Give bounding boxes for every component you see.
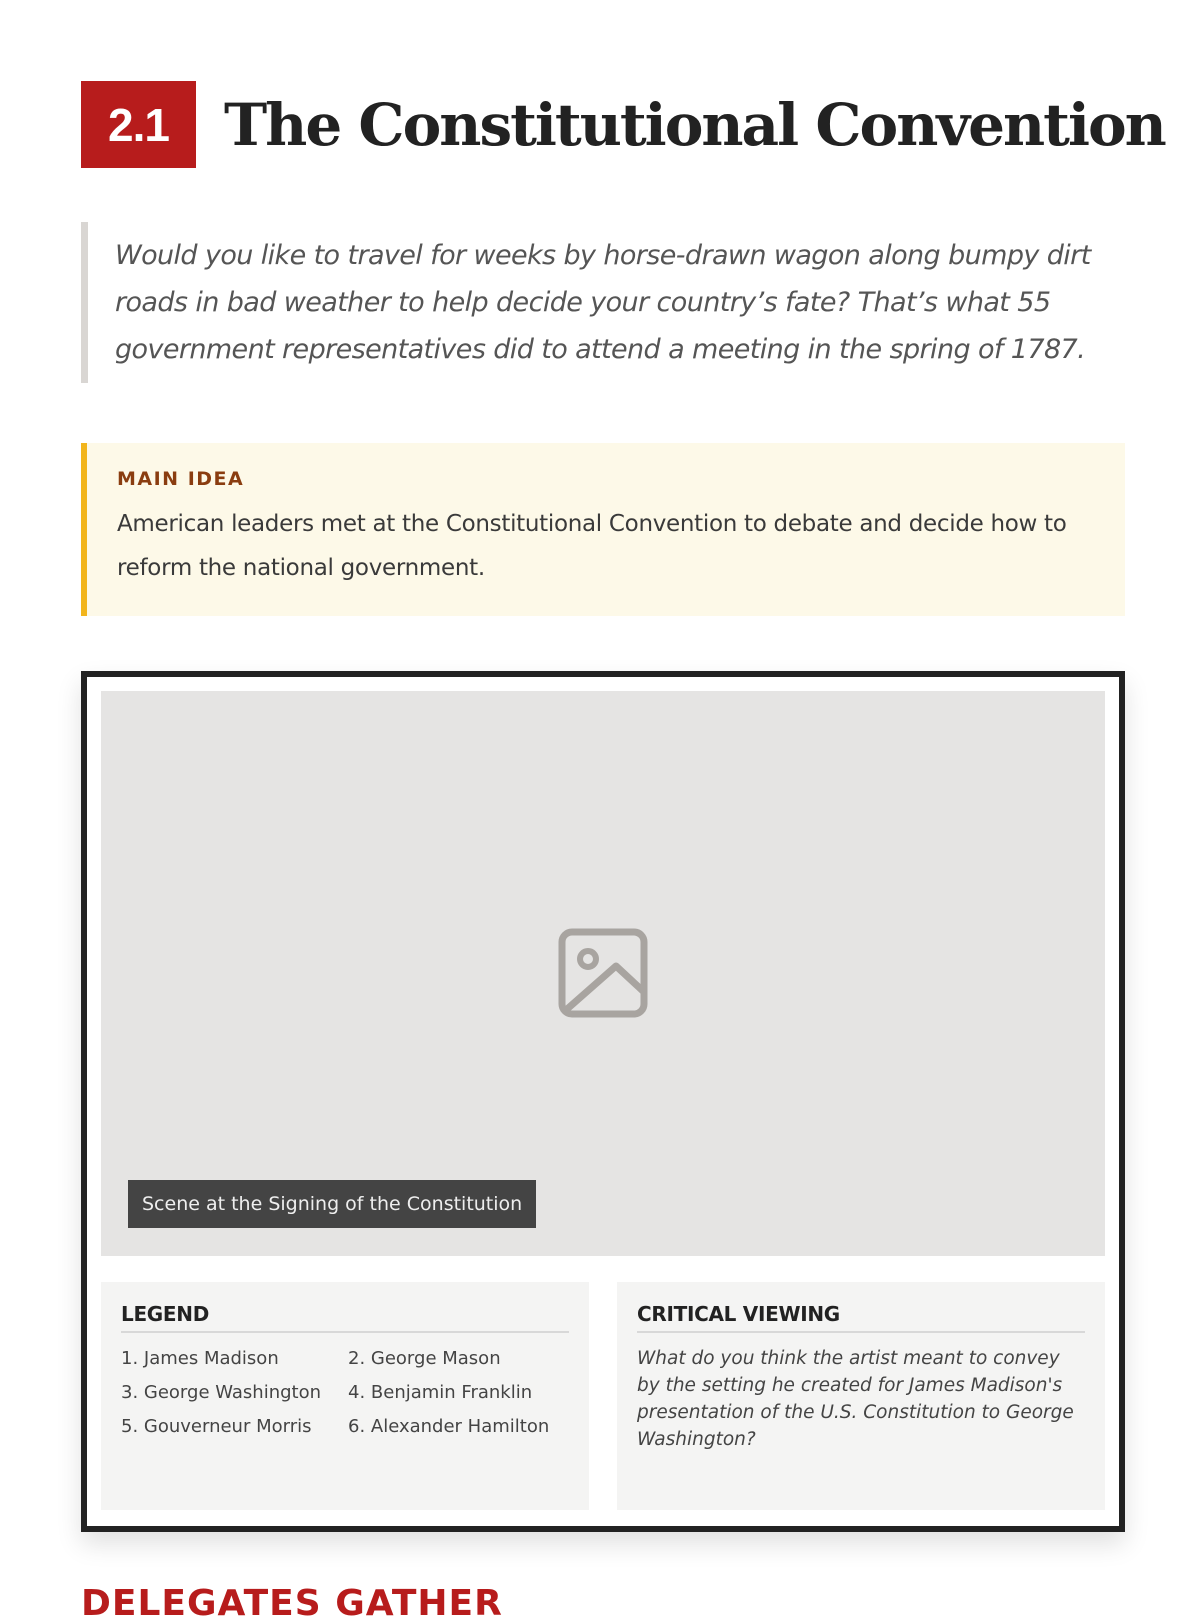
legend-item: 1. James Madison <box>121 1348 279 1369</box>
main-idea-label: MAIN IDEA <box>117 468 245 490</box>
image-caption: Scene at the Signing of the Constitution <box>128 1180 536 1228</box>
image-placeholder-icon <box>558 928 648 1018</box>
legend-item: 3. George Washington <box>121 1382 322 1403</box>
legend-heading: LEGEND <box>121 1302 569 1333</box>
legend-item: 5. Gouverneur Morris <box>121 1416 312 1437</box>
legend-item: 4. Benjamin Franklin <box>348 1382 533 1403</box>
critical-viewing-text: What do you think the artist meant to convey by the setting he created for James Madison's presentation of the U.S. Constitution to George Washington? <box>637 1348 1074 1450</box>
main-idea-box <box>81 443 1125 616</box>
figure-image <box>101 691 1105 1256</box>
legend-item: 2. George Mason <box>348 1348 501 1369</box>
legend-item: 6. Alexander Hamilton <box>348 1416 550 1437</box>
critical-viewing-panel <box>617 1282 1105 1510</box>
main-idea-text: American leaders met at the Constitutional Convention to debate and decide how to reform the national government. <box>117 511 1067 581</box>
section-header <box>81 81 1165 168</box>
critical-viewing-heading: CRITICAL VIEWING <box>637 1302 1085 1333</box>
page-title: The Constitutional Convention <box>224 90 1165 159</box>
section-number-badge: 2.1 <box>81 81 196 168</box>
legend-panel <box>101 1282 589 1510</box>
intro-blockquote: Would you like to travel for weeks by horse-drawn wagon along bumpy dirt roads in bad weather to help decide your country’s fate? That’s what 55 government representatives did to attend a meeting in the spring of 1787. <box>81 222 1115 383</box>
section-subheading: DELEGATES GATHER <box>81 1583 503 1624</box>
figure-box <box>81 671 1125 1532</box>
